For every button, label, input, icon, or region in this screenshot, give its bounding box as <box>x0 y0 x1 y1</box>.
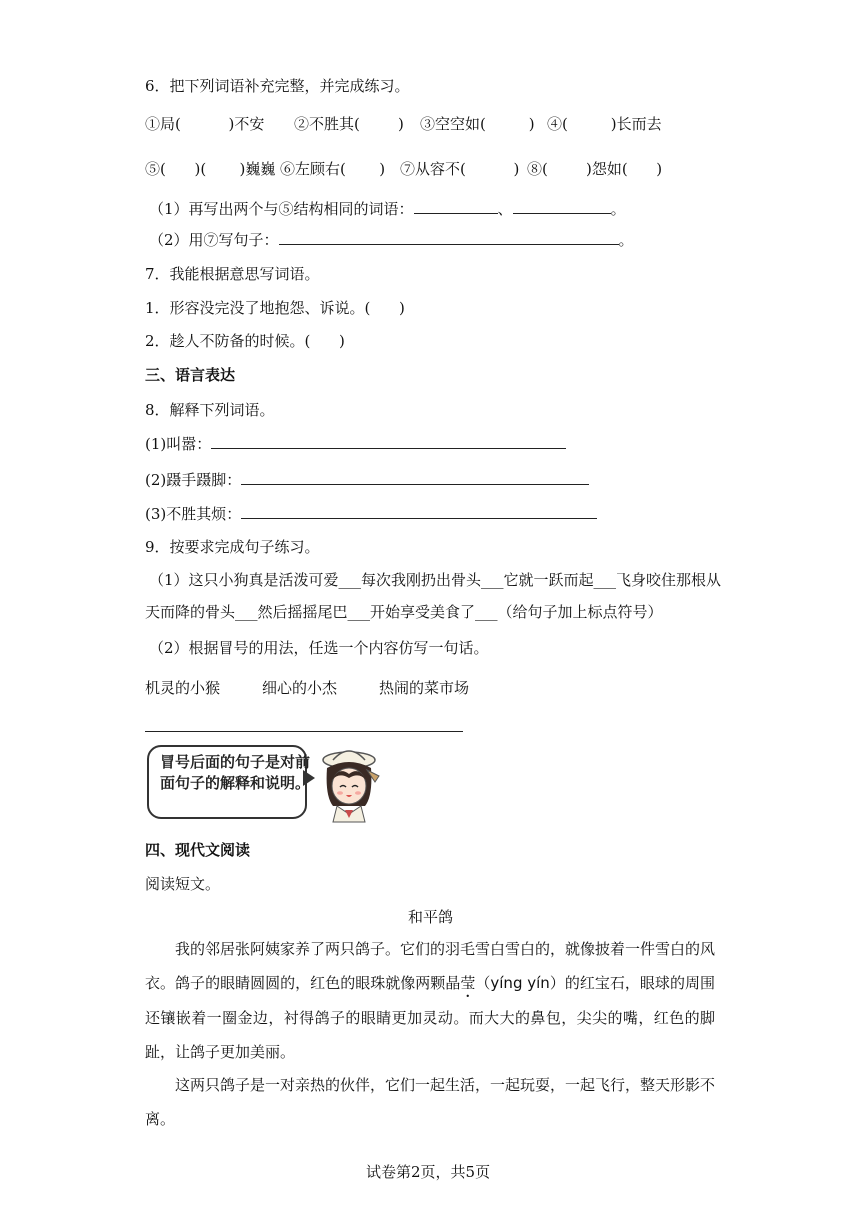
q9-option-3: 热闹的菜市场 <box>379 679 470 697</box>
paragraph-text: （yíng yín）的红宝石，眼球的周围还镶嵌着一圈金边，衬得鸽子的眼睛更加灵动。而大大的鼻包，尖尖的嘴，红色的脚趾，让鸽子更加美丽。 <box>145 974 715 1061</box>
answer-blank[interactable] <box>513 199 611 214</box>
reading-paragraph-1 <box>145 932 715 1069</box>
q8-item-2 <box>145 470 589 490</box>
q6-sub2-end: 。 <box>618 231 634 249</box>
dotted-character: 莹 <box>460 974 476 992</box>
q8-term: (2)蹑手蹑脚： <box>145 471 242 489</box>
reading-instruction: 阅读短文。 <box>145 875 221 893</box>
q6-sub2-prompt: （2）用⑦写句子： <box>149 231 279 249</box>
answer-line[interactable] <box>145 731 463 732</box>
reading-paragraph-2: 这两只鸽子是一对亲热的伙伴，它们一起生活，一起玩耍，一起飞行，整天形影不离。 <box>145 1076 716 1128</box>
q6-sub1-prompt: （1）再写出两个与⑤结构相同的词语： <box>149 200 414 218</box>
section-heading: 四、现代文阅读 <box>145 841 251 859</box>
q7-title: 7．我能根据意思写词语。 <box>145 265 320 283</box>
q8-item-3 <box>145 504 597 524</box>
q6-sub1 <box>149 199 626 219</box>
q7-item-1: 1．形容没完没了地抱怨、诉说。( ) <box>145 299 405 317</box>
tip-bubble-text: 冒号后面的句子是对前面句子的解释和说明。 <box>160 753 311 792</box>
section-heading: 三、语言表达 <box>145 366 236 384</box>
q6-word-1: ①局( )不安 <box>145 115 265 133</box>
girl-illustration-icon <box>315 748 387 824</box>
q6-title: 6．把下列词语补充完整，并完成练习。 <box>145 77 410 95</box>
q9-option-1: 机灵的小猴 <box>145 679 221 697</box>
answer-blank[interactable] <box>211 434 566 449</box>
q6-word-7: ⑦从容不( ) <box>400 160 520 178</box>
q6-sub1-end: 。 <box>610 200 626 218</box>
reading-title: 和平鸽 <box>408 908 454 926</box>
q8-term: (3)不胜其烦： <box>145 505 242 523</box>
q8-item-1 <box>145 434 566 454</box>
q9-title: 9．按要求完成句子练习。 <box>145 538 320 556</box>
q7-item-2: 2．趁人不防备的时候。( ) <box>145 332 345 350</box>
q8-title: 8．解释下列词语。 <box>145 401 275 419</box>
q9-option-2: 细心的小杰 <box>262 679 338 697</box>
paragraph-text: 我的邻居张阿姨家养了两只鸽子。它们的羽毛雪白雪白的，就像披着一件雪白的风衣。鸽子的眼睛圆圆的，红色的眼珠就像两颗晶 <box>145 940 716 992</box>
q6-word-3: ③空空如( ) <box>420 115 535 133</box>
page-footer: 试卷第2页，共5页 <box>366 1163 491 1181</box>
q9-sub1-line1: （1）这只小狗真是活泼可爱___每次我刚扔出骨头___它就一跃而起___飞身咬住那根从 <box>149 571 722 589</box>
q6-sub2 <box>149 230 634 250</box>
answer-blank[interactable] <box>279 230 619 245</box>
q6-word-4: ④( )长而去 <box>547 115 662 133</box>
answer-blank[interactable] <box>414 199 498 214</box>
answer-blank[interactable] <box>241 470 589 485</box>
q6-sub1-separator: 、 <box>497 200 513 218</box>
q8-term: (1)叫嚣： <box>145 435 212 453</box>
q6-word-6: ⑥左顾右( ) <box>280 160 386 178</box>
answer-blank[interactable] <box>241 504 597 519</box>
q9-sub2: （2）根据冒号的用法，任选一个内容仿写一句话。 <box>149 639 489 657</box>
q6-word-5: ⑤( )( )巍巍 <box>145 160 276 178</box>
q6-word-8: ⑧( )怨如( ) <box>527 160 663 178</box>
q9-sub1-line2: 天而降的骨头___然后摇摇尾巴___开始享受美食了___（给句子加上标点符号） <box>145 603 663 621</box>
q6-word-2: ②不胜其( ) <box>294 115 404 133</box>
